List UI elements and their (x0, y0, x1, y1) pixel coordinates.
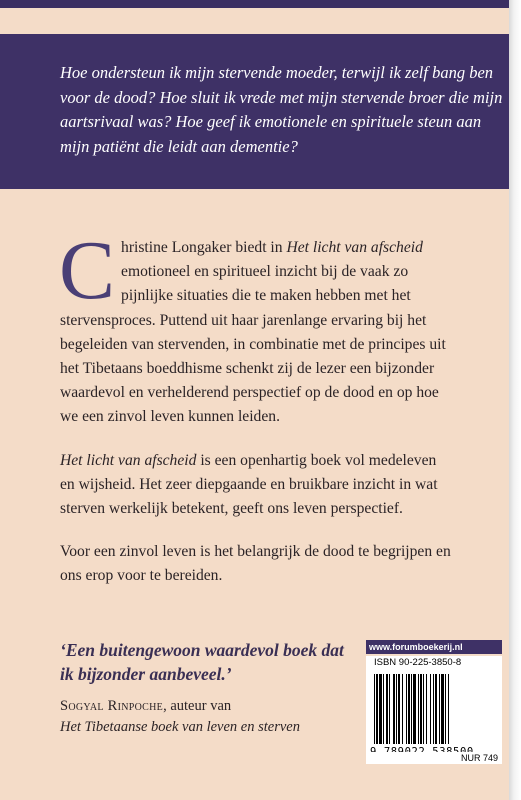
blurb (59, 224, 452, 608)
barcode-bar (445, 674, 446, 744)
barcode-bar (411, 674, 412, 744)
author-role: , auteur van (163, 698, 232, 714)
endorsement-source: Het Tibetaanse boek van leven en sterven (60, 719, 300, 735)
barcode-bar (374, 674, 375, 744)
blurb-p1-lead: hristine Longaker biedt in (121, 239, 287, 256)
nur-code: NUR 749 (366, 752, 502, 764)
barcode-bar (396, 674, 397, 744)
blurb-paragraph-2 (60, 449, 452, 522)
blurb-paragraph-3: Voor een zinvol leven is het belangrijk de dood te begrijpen en ons erop voor te bereiden. (60, 543, 451, 585)
barcode (366, 670, 502, 764)
barcode-bar (433, 674, 434, 744)
top-band (0, 0, 509, 8)
page-edge (509, 0, 521, 800)
barcode-bar (435, 674, 437, 744)
endorsement-quote: ‘Een buitengewoon waardevol boek dat ik bijzonder aanbeveel.’ (60, 640, 344, 684)
barcode-bar (376, 674, 378, 744)
publisher-url: www.forumboekerij.nl (366, 640, 502, 654)
barcode-bar (426, 674, 427, 744)
blurb-p2-rest: is een openhartig boek vol medeleven en wijsheid. Het zeer diepgaande en bruikbare inzicht in wat sterven werkelijk betekent, geeft ons leven perspectief. (60, 451, 438, 518)
drop-cap: C (59, 224, 116, 317)
barcode-bar (441, 674, 444, 744)
isbn: ISBN 90-225-3850-8 (366, 656, 502, 670)
blurb-paragraph-1 (59, 224, 452, 430)
barcode-bar (389, 674, 390, 744)
barcode-bar (393, 674, 395, 744)
barcode-bar (439, 674, 440, 744)
barcode-bar (413, 674, 416, 744)
author-name: Sogyal Rinpoche (60, 698, 164, 714)
barcode-bar (420, 674, 422, 744)
barcode-bar (430, 674, 431, 744)
barcode-bars (372, 674, 496, 746)
barcode-bar (379, 674, 382, 744)
endorsement (60, 638, 360, 738)
endorsement-author (60, 696, 360, 717)
barcode-bar (402, 674, 403, 744)
book-title: Het licht van afscheid (286, 239, 423, 256)
header-questions: Hoe ondersteun ik mijn stervende moeder, terwijl ik zelf bang ben voor de dood? Hoe sluit ik vrede met mijn stervende broer die mijn aartsrivaal was? Hoe geef ik emotionele en spirituele steun aan mijn patiënt die leidt aan dementie? (60, 63, 503, 156)
barcode-bar (386, 674, 388, 744)
barcode-bar (383, 674, 384, 744)
barcode-bar (406, 674, 407, 744)
barcode-bar (448, 674, 449, 744)
barcode-bar (418, 674, 419, 744)
book-title-2: Het licht van afscheid (60, 451, 197, 469)
barcode-bar (423, 674, 424, 744)
blurb-p1-rest: emotioneel en spiritueel inzicht bij de vaak zo pijnlijke situaties die te maken hebben met het stervensproces. Puttend uit haar jarenlange ervaring bij het begeleiden van stervenden, in combinatie met de principes uit het Tibetaans boeddhisme schenkt zij de lezer een bijzonder waardevol en verhelderend perspectief op de dood en op hoe we een zinvol leven kunnen leiden. (60, 263, 446, 426)
barcode-block (366, 640, 502, 764)
barcode-bar (398, 674, 400, 744)
barcode-bar (408, 674, 410, 744)
